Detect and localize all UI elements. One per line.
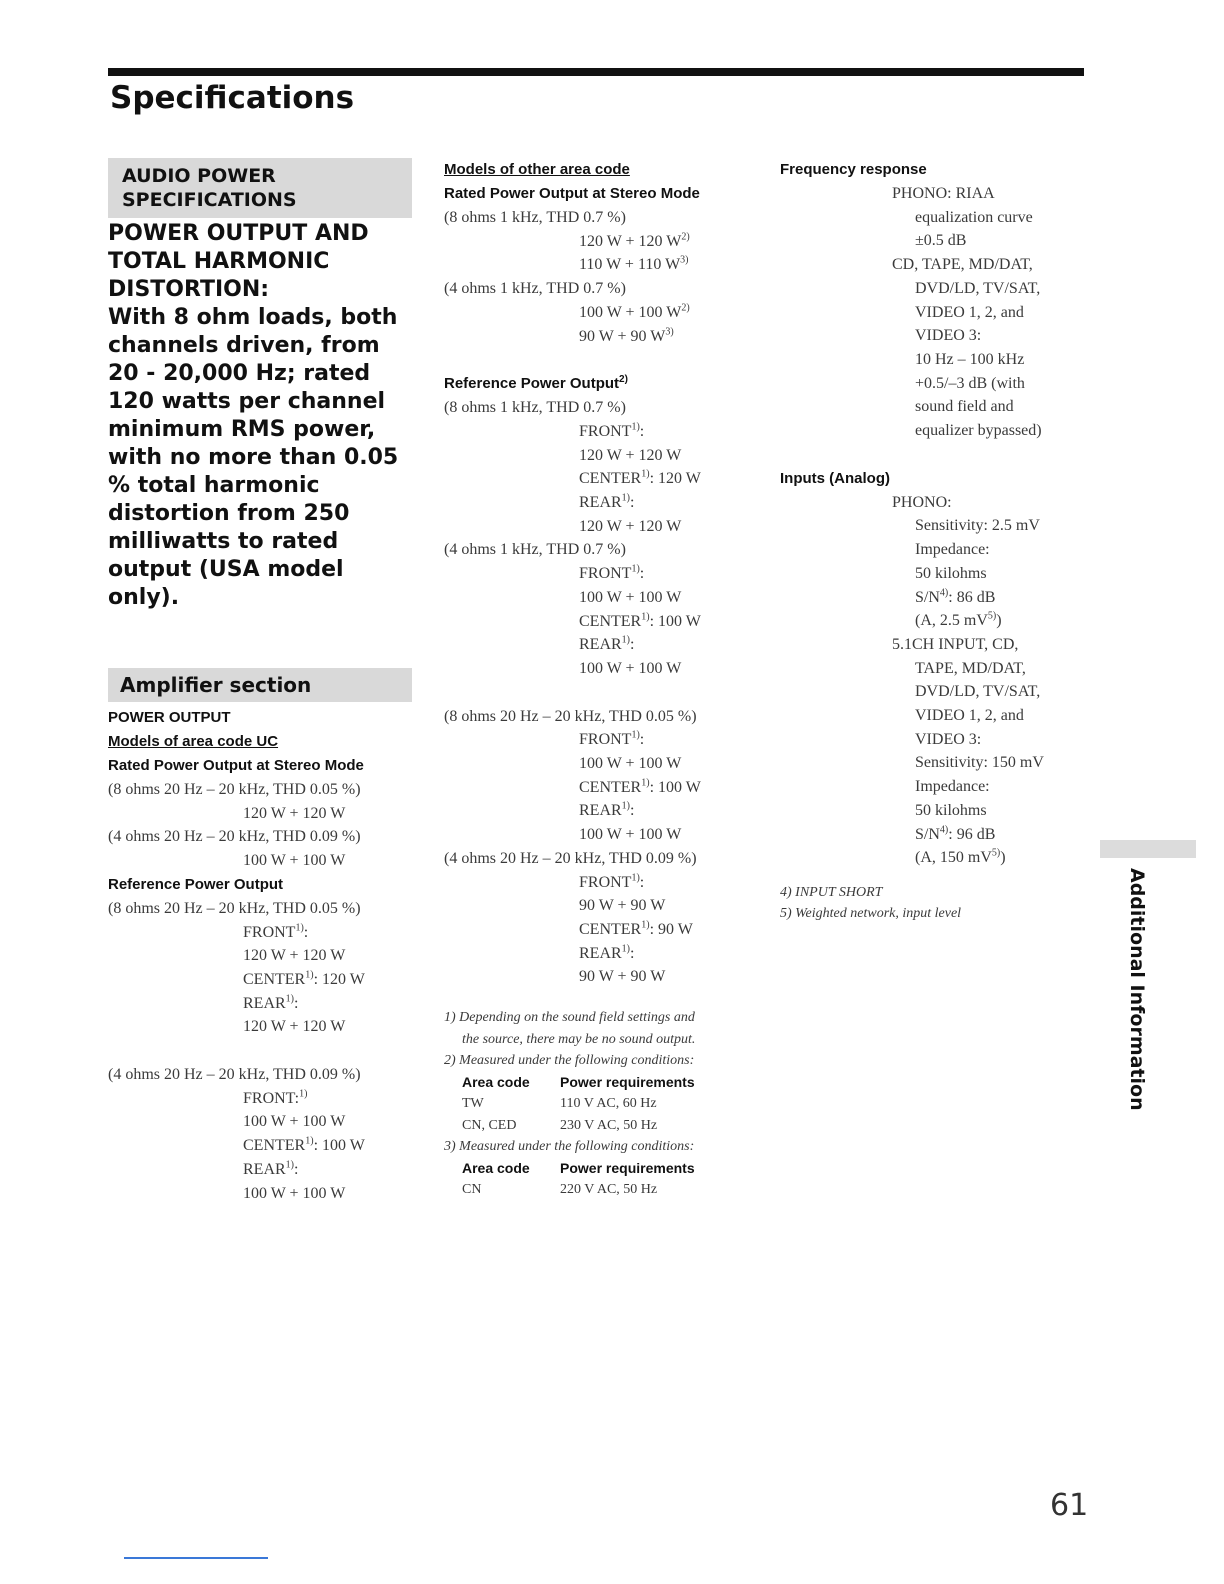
spec-line: Impedance: — [915, 778, 990, 796]
rear-label: REAR$^{1)}$: — [243, 1159, 299, 1178]
table-row: CN, CED 230 V AC, 50 Hz — [462, 1117, 658, 1133]
footnote-2: 2) Measured under the following conditions: — [444, 1053, 695, 1069]
spec-value: 90 W + 90 $W^{3)}$ — [579, 326, 674, 345]
rear-label: REAR$^{1)}$: — [243, 993, 299, 1012]
center-line: CENTER$^{1)}$: 100 W — [579, 611, 701, 630]
bottom-rule — [124, 1557, 268, 1559]
spec-line: 50 kilohms — [915, 564, 987, 582]
spec-line: (8 ohms 20 Hz – 20 kHz, THD 0.05 %) — [444, 707, 697, 725]
spec-value: 90 W + 90 W — [579, 968, 666, 986]
footnote-3: 3) Measured under the following conditions: — [444, 1139, 695, 1155]
audio-power-heading — [108, 158, 412, 218]
center-line: CENTER$^{1)}$: 120 W — [579, 469, 701, 488]
rear-label: REAR$^{1)}$: — [579, 492, 635, 512]
spec-line: (8 ohms 1 kHz, THD 0.7 %) — [444, 209, 626, 226]
rear-label: REAR$^{1)}$: — [579, 801, 635, 820]
spec-line: (8 ohms 1 kHz, THD 0.7 %) — [444, 399, 626, 417]
table-row: CN 220 V AC, 50 Hz — [462, 1182, 658, 1198]
power-details: With 8 ohm loads, both channels driven, from 20 - 20,000 Hz; rated 120 watts per channel minimum RMS power, with no more than 0.05 % total harmonic distortion from 250 milliwatts to rated output (USA model only). — [108, 305, 399, 610]
spec-line: DVD/LD, TV/SAT, — [915, 279, 1041, 297]
models-uc-heading: Models of area code UC — [108, 733, 279, 750]
spec-value: 100 W + 100 $W^{2)}$ — [579, 302, 690, 321]
power-output-heading: POWER OUTPUT — [108, 709, 231, 726]
spec-value: 100 W + 100 W — [243, 1113, 346, 1131]
audio-power-heading-line1: AUDIO POWER — [122, 165, 276, 187]
spec-value: 100 W + 100 W — [579, 659, 682, 677]
column-3 — [780, 158, 1080, 925]
spec-line: VIDEO 1, 2, and — [915, 707, 1024, 725]
spec-line: (4 ohms 20 Hz – 20 kHz, THD 0.09 %) — [444, 849, 697, 867]
footnote-4: 4) INPUT SHORT — [780, 884, 883, 900]
spec-line: (4 ohms 1 kHz, THD 0.7 %) — [444, 280, 626, 298]
spec-line: PHONO: RIAA — [892, 185, 995, 202]
center-line: CENTER$^{1)}$: 100 W — [243, 1135, 365, 1155]
spec-line: (A, 2.5 $mV^{5)}$) — [915, 610, 1002, 630]
column-2 — [444, 158, 754, 1201]
spec-value: 90 W + 90 W — [579, 897, 666, 915]
spec-line: (4 ohms 20 Hz – 20 kHz, THD 0.09 %) — [108, 1066, 361, 1084]
spec-value: 120 W + 120 W — [579, 446, 682, 464]
table-header: Area code Power requirements — [462, 1073, 695, 1090]
frequency-response-heading: Frequency response — [780, 161, 927, 178]
spec-value: 110 W + 110 $W^{3)}$ — [579, 255, 689, 274]
front-label: FRONT:$^{1)}$ — [243, 1088, 308, 1107]
front-label: FRONT$^{1)}$: — [579, 563, 645, 583]
top-rule — [108, 68, 1084, 76]
spec-line: VIDEO 3: — [915, 327, 982, 345]
page-number: 61 — [1050, 1488, 1089, 1523]
front-label: FRONT$^{1)}$: — [579, 872, 645, 891]
footnote-1-cont: the source, there may be no sound output. — [462, 1031, 696, 1047]
reference-output-heading: Reference Power Output$^{2)}$ — [444, 374, 628, 393]
audio-power-heading-line2: SPECIFICATIONS — [122, 189, 297, 211]
spec-line: DVD/LD, TV/SAT, — [915, 683, 1041, 701]
column-1 — [108, 158, 412, 1205]
center-line: CENTER$^{1)}$: 100 W — [579, 777, 701, 796]
spec-value: 100 W + 100 W — [579, 826, 682, 844]
spec-value: 100 W + 100 W — [243, 1184, 346, 1202]
rear-label: REAR$^{1)}$: — [579, 943, 635, 962]
section-side-label — [1122, 868, 1152, 1111]
spec-line: equalizer bypassed) — [915, 422, 1042, 440]
models-other-heading: Models of other area code — [444, 161, 630, 178]
spec-line: Sensitivity: 150 mV — [915, 754, 1044, 772]
spec-value: 120 W + 120 W — [243, 804, 346, 822]
spec-line: 5.1CH INPUT, CD, — [892, 635, 1019, 653]
spec-line: +0.5/–3 dB (with — [915, 374, 1025, 392]
amplifier-section-heading: Amplifier section — [108, 668, 412, 702]
power-statement: POWER OUTPUT AND TOTAL HARMONIC DISTORTION: — [108, 221, 369, 302]
rated-output-heading: Rated Power Output at Stereo Mode — [108, 757, 364, 774]
spec-line: sound field and — [915, 398, 1014, 416]
spec-line: CD, TAPE, MD/DAT, — [892, 256, 1033, 274]
spec-line: TAPE, MD/DAT, — [915, 659, 1026, 677]
spec-line: VIDEO 1, 2, and — [915, 303, 1024, 321]
spec-value: 100 W + 100 W — [243, 852, 346, 870]
spec-line: Impedance: — [915, 541, 990, 559]
spec-value: 120 W + 120 $W^{2)}$ — [579, 231, 690, 250]
spec-line: ±0.5 dB — [915, 232, 967, 250]
center-line: CENTER$^{1)}$: 90 W — [579, 919, 693, 938]
center-line: CENTER$^{1)}$: 120 W — [243, 969, 365, 988]
spec-value: 120 W + 120 W — [579, 517, 682, 535]
spec-value: 100 W + 100 W — [579, 588, 682, 606]
table-row: TW 110 V AC, 60 Hz — [462, 1096, 657, 1112]
spec-line: PHONO: — [892, 493, 952, 511]
spec-line: (A, 150 $mV^{5)}$) — [915, 847, 1006, 867]
front-label: FRONT$^{1)}$: — [579, 730, 645, 749]
spec-line: (8 ohms 20 Hz – 20 kHz, THD 0.05 %) — [108, 781, 361, 798]
spec-line: (8 ohms 20 Hz – 20 kHz, THD 0.05 %) — [108, 899, 361, 917]
spec-value: 120 W + 120 W — [243, 947, 346, 965]
front-label: FRONT$^{1)}$: — [243, 922, 309, 941]
spec-line: VIDEO 3: — [915, 730, 982, 748]
footnote-1: 1) Depending on the sound field settings and — [444, 1010, 695, 1026]
page-title: Specifications — [110, 80, 355, 116]
table-header: Area code Power requirements — [462, 1159, 695, 1176]
reference-output-heading: Reference Power Output — [108, 875, 284, 893]
spec-value: 100 W + 100 W — [579, 755, 682, 773]
spec-line: $S/N^{4)}$: 96 dB — [915, 824, 996, 843]
front-label: FRONT$^{1)}$: — [579, 421, 645, 440]
spec-line: Sensitivity: 2.5 mV — [915, 517, 1040, 535]
section-tab — [1100, 840, 1196, 858]
spec-line: $S/N^{4)}$: 86 dB — [915, 587, 996, 606]
inputs-analog-heading: Inputs (Analog) — [780, 469, 890, 487]
spec-value: 120 W + 120 W — [243, 1018, 346, 1036]
section-side-label-text: Additional Information — [1126, 868, 1148, 1111]
rated-output-heading: Rated Power Output at Stereo Mode — [444, 185, 700, 202]
spec-line: (4 ohms 20 Hz – 20 kHz, THD 0.09 %) — [108, 828, 361, 846]
spec-line: (4 ohms 1 kHz, THD 0.7 %) — [444, 541, 626, 559]
rear-label: REAR$^{1)}$: — [579, 634, 635, 654]
spec-line: 50 kilohms — [915, 801, 987, 819]
footnote-5: 5) Weighted network, input level — [780, 906, 962, 922]
spec-line: equalization curve — [915, 208, 1033, 226]
spec-line: 10 Hz – 100 kHz — [915, 350, 1025, 368]
